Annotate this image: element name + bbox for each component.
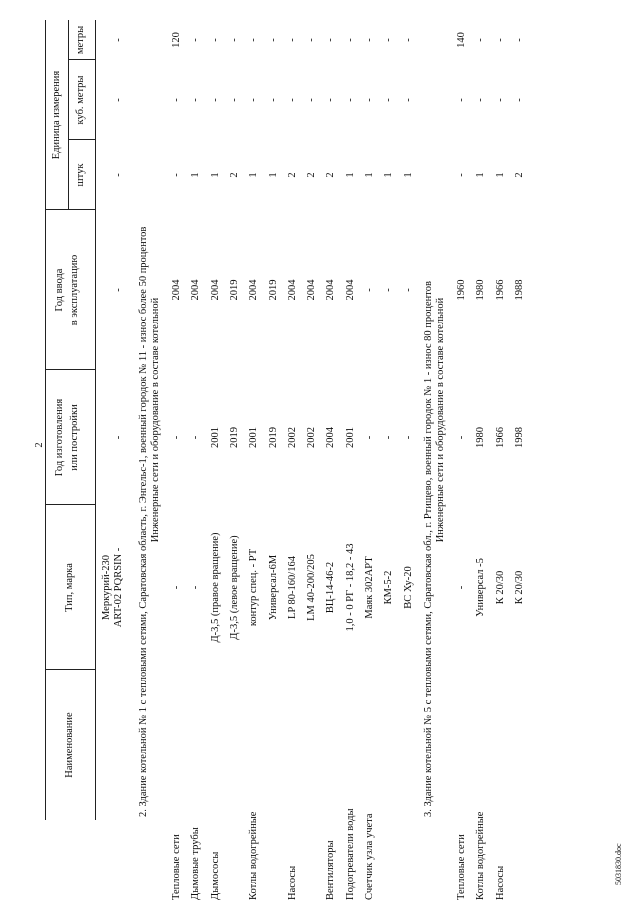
section2-row-9-made: 2004 xyxy=(325,427,337,448)
section2-row-4-in: 2019 xyxy=(228,279,240,301)
section2-row-8-m: - xyxy=(306,38,318,42)
section3-row-1-name: Тепловые сети xyxy=(456,834,467,900)
section2-row-5-m: - xyxy=(248,38,260,42)
section3-row-2-m: - xyxy=(475,38,487,42)
section2-row-8-made: 2002 xyxy=(306,427,318,448)
section2-row-10-m: - xyxy=(344,38,356,42)
section2-row-3-in: 2004 xyxy=(209,279,221,301)
section2-row-13-pcs: 1 xyxy=(402,172,414,178)
section2-row-3-m3: - xyxy=(209,98,221,102)
section2-row-13-m: - xyxy=(402,38,414,42)
section2-row-7-made: 2002 xyxy=(286,427,298,448)
section3-row-3-type: К 20/30 xyxy=(494,570,506,605)
section2-row-3-m: - xyxy=(209,38,221,42)
section2-row-9-in: 2004 xyxy=(325,279,337,301)
section3-row-2-type: Универсал -5 xyxy=(475,558,487,617)
header-name: Наименование xyxy=(64,712,75,778)
top-row-2-m: - xyxy=(113,38,124,42)
section2-row-4-m: - xyxy=(228,38,240,42)
section2-row-8-pcs: 2 xyxy=(306,172,318,178)
section3-row-2-made: 1980 xyxy=(475,427,487,448)
section3-row-4-pcs: 2 xyxy=(513,172,525,178)
section2-row-11-in: - xyxy=(364,288,375,292)
section2-row-11-m3: - xyxy=(364,98,375,102)
section2-row-12-made: - xyxy=(383,435,395,440)
unit-group-divider xyxy=(68,20,69,210)
section2-row-6-made: 2019 xyxy=(267,427,279,448)
section2-row-11-made: - xyxy=(364,435,375,440)
section2-row-8-in: 2004 xyxy=(306,279,318,301)
section2-row-2-m3: - xyxy=(190,98,202,102)
section2-row-8-m3: - xyxy=(306,98,318,102)
section2-row-6-m: - xyxy=(267,38,279,42)
section2-row-2-name: Дымовые трубы xyxy=(190,827,202,900)
section2-row-5-in: 2004 xyxy=(248,279,260,301)
footer-doc-code: 5031830.doc xyxy=(614,843,623,885)
section-2-subtitle: Инженерные сети и оборудование в составе котельной xyxy=(150,297,161,543)
section2-row-6-in: 2019 xyxy=(267,279,279,301)
section2-row-1-name: Тепловые сети xyxy=(171,834,182,900)
header-unit-pcs: штук xyxy=(75,163,86,187)
section-3-subtitle: Инженерные сети и оборудование в составе котельной xyxy=(435,297,446,543)
section3-row-1-pcs: - xyxy=(456,173,467,177)
section2-row-10-made: 2001 xyxy=(344,427,356,448)
section2-row-2-type: - xyxy=(190,585,202,590)
section3-row-4-m: - xyxy=(513,38,525,42)
section2-row-4-type: Д-3,5 (левое вращение) xyxy=(228,535,240,640)
section3-row-2-name: Котлы водогрейные xyxy=(475,811,487,900)
section3-row-2-in: 1980 xyxy=(475,279,487,301)
header-unit-m: метры xyxy=(75,25,86,55)
section2-row-6-type: Универсал-6М xyxy=(267,554,279,621)
section2-row-7-in: 2004 xyxy=(286,279,298,301)
section2-row-4-pcs: 2 xyxy=(228,172,240,178)
section2-row-2-made: - xyxy=(190,435,202,440)
section2-row-7-type: LP 80-160/164 xyxy=(286,556,298,619)
top-row-2-made: - xyxy=(113,435,124,440)
section2-row-5-m3: - xyxy=(248,98,260,102)
header-unit-m3: куб. метры xyxy=(75,75,86,125)
section2-row-11-pcs: 1 xyxy=(364,172,375,178)
top-row-2-in: - xyxy=(113,288,124,292)
section2-row-8-type: LM 40-200/205 xyxy=(306,554,318,621)
section2-row-1-made: - xyxy=(171,435,182,440)
section2-row-9-m: - xyxy=(325,38,337,42)
section2-row-10-name: Подогреватели воды xyxy=(344,808,356,900)
section3-row-4-in: 1988 xyxy=(513,279,525,301)
section2-row-5-pcs: 1 xyxy=(248,172,260,178)
section2-row-2-in: 2004 xyxy=(190,279,202,301)
section2-row-2-pcs: 1 xyxy=(190,172,202,178)
section2-row-7-pcs: 2 xyxy=(286,172,298,178)
table-header-border xyxy=(95,20,96,820)
section2-row-2-m: - xyxy=(190,38,202,42)
section-3-title: 3. Здание котельной № 5 с тепловыми сетями, Саратовская обл., г. Ртищево, военный городок № 1 - износ 80 процентов xyxy=(423,281,434,817)
section3-row-2-m3: - xyxy=(475,98,487,102)
section2-row-3-made: 2001 xyxy=(209,427,221,448)
section2-row-9-name: Вентиляторы xyxy=(325,840,337,900)
section2-row-1-m: 120 xyxy=(171,32,182,48)
section2-row-11-name: Счетчик узла учета xyxy=(364,813,375,900)
header-year-in-1: Год ввода xyxy=(54,268,65,312)
section2-row-1-in: 2004 xyxy=(171,279,182,301)
section3-row-3-made: 1966 xyxy=(494,427,506,448)
section2-row-13-type: ВС Ху-20 xyxy=(402,566,414,609)
section2-row-13-m3: - xyxy=(402,98,414,102)
section3-row-2-pcs: 1 xyxy=(475,172,487,178)
table-top-border xyxy=(45,20,46,820)
section2-row-11-type: Маяк 302АРТ xyxy=(364,556,375,619)
section3-row-1-m: 140 xyxy=(456,32,467,48)
section2-row-12-type: КМ-5-2 xyxy=(383,570,395,605)
section2-row-9-type: ВЦ-14-46-2 xyxy=(325,561,337,614)
top-row-2-pcs: - xyxy=(113,173,124,177)
section2-row-7-m3: - xyxy=(286,98,298,102)
section3-row-3-in: 1966 xyxy=(494,279,506,301)
top-row-2-type: ART-02 PQRSIN - xyxy=(113,547,124,628)
header-unit-group: Единица измерения xyxy=(51,70,62,160)
section2-row-7-m: - xyxy=(286,38,298,42)
section2-row-1-pcs: - xyxy=(171,173,182,177)
section2-row-10-m3: - xyxy=(344,98,356,102)
section2-row-10-pcs: 1 xyxy=(344,172,356,178)
section2-row-10-in: 2004 xyxy=(344,279,356,301)
section3-row-1-m3: - xyxy=(456,98,467,102)
section3-row-3-pcs: 1 xyxy=(494,172,506,178)
section2-row-4-made: 2019 xyxy=(228,427,240,448)
section2-row-3-pcs: 1 xyxy=(209,172,221,178)
section3-row-4-made: 1998 xyxy=(513,427,525,448)
header-year-made-1: Год изготовления xyxy=(54,398,65,477)
header-type: Тип, марка xyxy=(64,563,75,612)
section3-row-3-m3: - xyxy=(494,98,506,102)
section2-row-1-type: - xyxy=(171,585,182,590)
section2-row-6-pcs: 1 xyxy=(267,172,279,178)
section2-row-12-pcs: 1 xyxy=(383,172,395,178)
section2-row-12-m: - xyxy=(383,38,395,42)
section2-row-9-pcs: 2 xyxy=(325,172,337,178)
section2-row-11-m: - xyxy=(364,38,375,42)
section2-row-12-in: - xyxy=(383,288,395,292)
section2-row-12-m3: - xyxy=(383,98,395,102)
section3-row-4-type: К 20/30 xyxy=(513,570,525,605)
section2-row-3-name: Дымососы xyxy=(209,851,221,900)
top-row-1-type: Меркурий-230 xyxy=(101,554,112,621)
section2-row-3-type: Д-3,5 (правое вращение) xyxy=(209,532,221,643)
section2-row-10-type: 1,0 - 0 РГ - 18,2 - 43 xyxy=(344,543,356,632)
header-year-made-2: или постройки xyxy=(69,404,80,471)
top-row-2-m3: - xyxy=(113,98,124,102)
section3-row-4-m3: - xyxy=(513,98,525,102)
section2-row-9-m3: - xyxy=(325,98,337,102)
section2-row-5-name: Котлы водогрейные xyxy=(248,811,260,900)
section3-row-1-in: 1960 xyxy=(456,279,467,301)
section3-row-3-name: Насосы xyxy=(494,865,506,900)
section2-row-13-made: - xyxy=(402,435,414,440)
section2-row-6-m3: - xyxy=(267,98,279,102)
page-number: 2 xyxy=(34,442,45,448)
section2-row-7-name: Насосы xyxy=(286,865,298,900)
section3-row-3-m: - xyxy=(494,38,506,42)
header-year-in-2: в эксплуатацию xyxy=(69,254,80,326)
section2-row-1-m3: - xyxy=(171,98,182,102)
section3-row-1-made: - xyxy=(456,435,467,440)
section2-row-5-type: контур спец. - РТ xyxy=(248,548,260,627)
section3-row-1-type: - xyxy=(456,585,467,590)
section2-row-5-made: 2001 xyxy=(248,427,260,448)
section-2-title: 2. Здание котельной № 1 с тепловыми сетями, Саратовская область, г. Энгельс-1, военный городок № 11 - износ более 50 процентов xyxy=(138,226,149,817)
section2-row-13-in: - xyxy=(402,288,414,292)
section2-row-4-m3: - xyxy=(228,98,240,102)
